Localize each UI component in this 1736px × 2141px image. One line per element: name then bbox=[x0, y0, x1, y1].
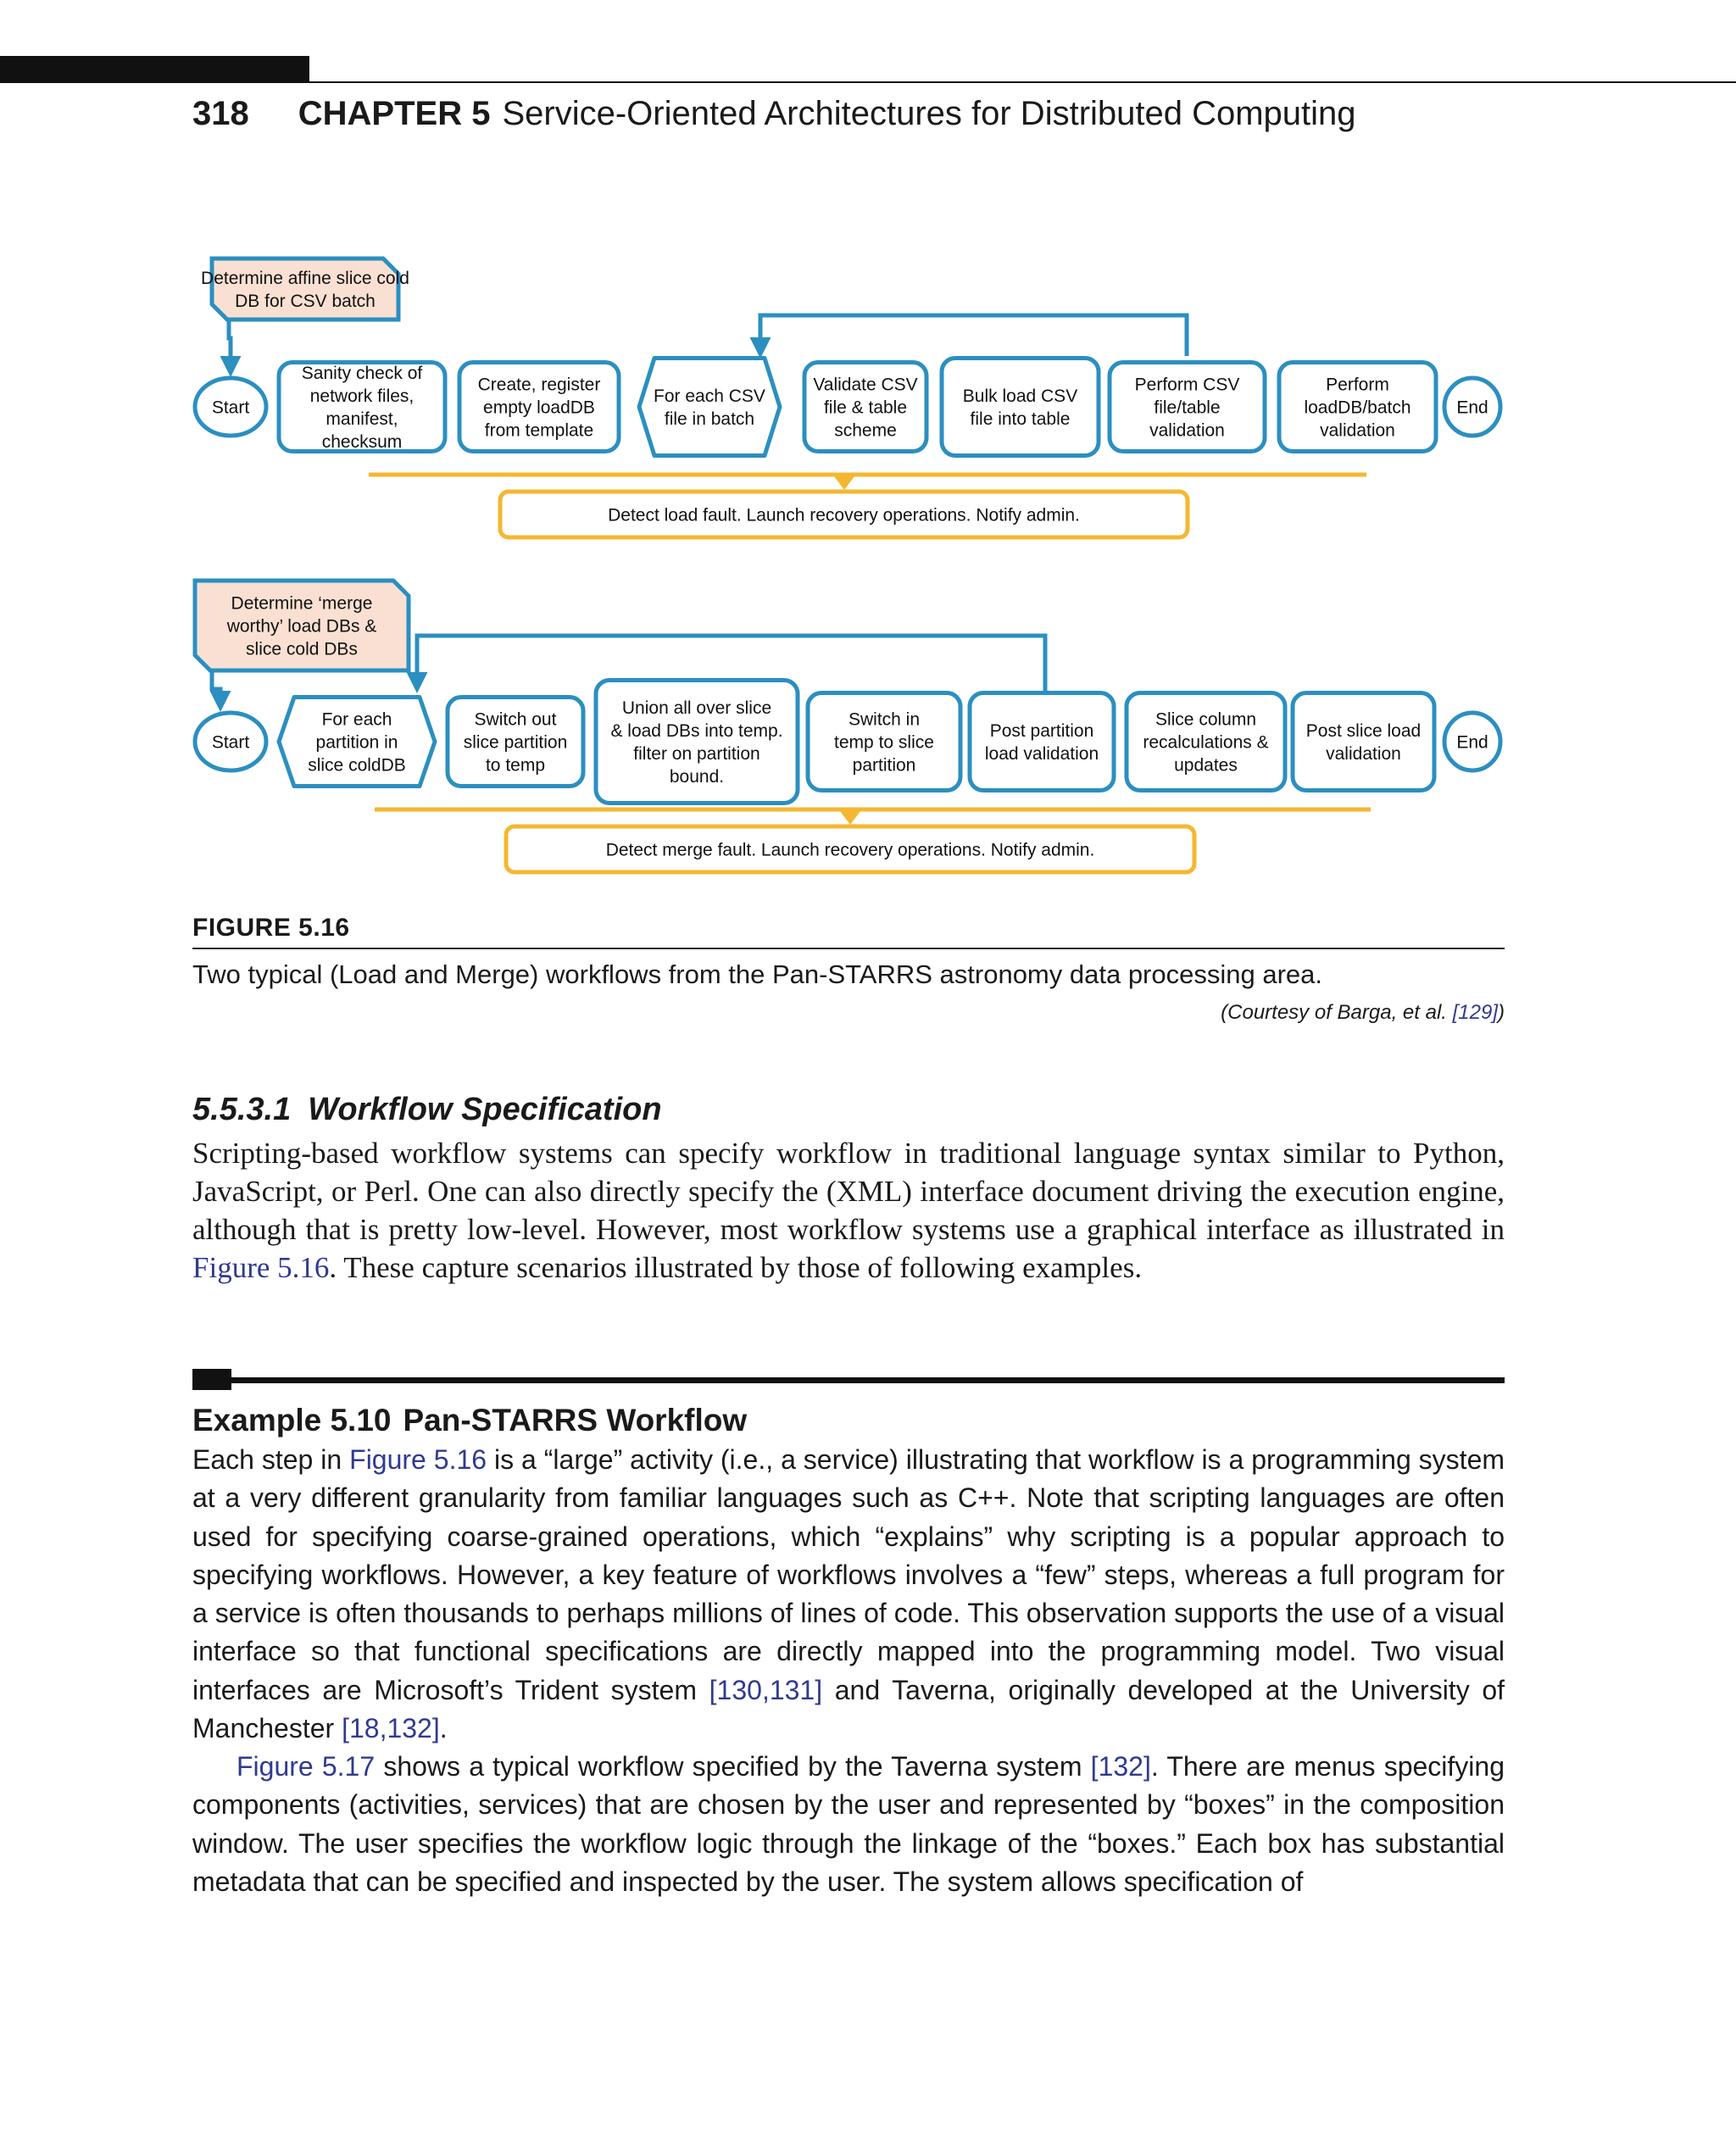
example-heading bbox=[192, 1403, 747, 1438]
node-label: load validation bbox=[984, 743, 1099, 764]
section-heading bbox=[192, 1092, 662, 1128]
figure-link[interactable]: Figure 5.16 bbox=[192, 1251, 330, 1284]
node-label: updates bbox=[1174, 755, 1238, 776]
node-label: Determine affine slice cold bbox=[201, 268, 409, 288]
fault-arrow bbox=[840, 811, 860, 825]
node-label: Start bbox=[211, 732, 250, 753]
node-label: empty loadDB bbox=[483, 398, 595, 418]
section-number: 5.5.3.1 bbox=[192, 1092, 292, 1127]
loop-step-node bbox=[639, 359, 780, 456]
header-rule bbox=[309, 81, 1736, 83]
node-label: Sanity check of bbox=[301, 363, 423, 383]
node-label: Bulk load CSV bbox=[962, 386, 1078, 406]
merge-workflow bbox=[195, 581, 1500, 872]
example-title: Pan-STARRS Workflow bbox=[403, 1403, 748, 1438]
node-label: Perform CSV bbox=[1134, 375, 1240, 395]
node-label: validation bbox=[1320, 420, 1395, 441]
citation-link[interactable]: [18,132] bbox=[342, 1713, 440, 1744]
example-rule bbox=[192, 1377, 1505, 1383]
node-label: slice cold DBs bbox=[246, 639, 358, 659]
node-label: Detect merge fault. Launch recovery operations. Notify admin. bbox=[605, 840, 1095, 860]
node-label: Perform bbox=[1326, 375, 1389, 395]
chapter-label: CHAPTER 5 bbox=[298, 95, 491, 132]
node-label: Post partition bbox=[989, 720, 1094, 741]
figure-caption: Two typical (Load and Merge) workflows from the Pan-STARRS astronomy data processing area. bbox=[192, 959, 1322, 989]
node-label: Determine ‘merge bbox=[231, 593, 373, 614]
node-label: file in batch bbox=[664, 409, 755, 429]
node-label: temp to slice bbox=[834, 732, 934, 753]
node-label: worthy’ load DBs & bbox=[226, 616, 377, 637]
node-label: Create, register bbox=[477, 375, 601, 395]
node-label: file & table bbox=[823, 398, 908, 418]
node-label: loadDB/batch bbox=[1304, 398, 1411, 418]
node-label: network files, bbox=[309, 386, 415, 406]
node-label: Detect load fault. Launch recovery operations. Notify admin. bbox=[608, 505, 1080, 526]
node-label: slice coldDB bbox=[308, 755, 406, 776]
running-head bbox=[192, 95, 1356, 133]
node-label: For each CSV bbox=[654, 386, 765, 406]
fault-arrow bbox=[834, 476, 854, 490]
node-label: Switch out bbox=[474, 709, 557, 730]
figure-rule bbox=[192, 948, 1505, 949]
trigger-arrow bbox=[212, 670, 220, 708]
node-label: & load DBs into temp. bbox=[610, 720, 783, 741]
node-label: recalculations & bbox=[1143, 732, 1269, 753]
loop-arrow bbox=[760, 315, 1187, 356]
figure-link[interactable]: Figure 5.16 bbox=[349, 1444, 487, 1475]
citation-link[interactable]: [130,131] bbox=[709, 1674, 823, 1705]
node-label: Union all over slice bbox=[621, 698, 772, 718]
header-bar bbox=[0, 56, 309, 83]
node-label: scheme bbox=[834, 420, 897, 441]
node-label: checksum bbox=[321, 431, 403, 452]
step-node bbox=[1293, 693, 1434, 791]
step-node bbox=[970, 693, 1114, 791]
node-label: For each bbox=[321, 709, 392, 730]
node-label: Switch in bbox=[848, 709, 921, 730]
paragraph-taverna: Figure 5.17 shows a typical workflow specified by the Taverna system [132]. There are menus specifying components (activities, services) that are chosen by the user and represented by “boxes” in the composition window. The user specifies the workflow logic through the linkage of the “boxes.” Each box has substantial metadata that can be specified and inspected by the user. The system allows specification of bbox=[192, 1751, 1505, 1897]
figure-link[interactable]: Figure 5.17 bbox=[236, 1751, 376, 1782]
figure-label: FIGURE 5.16 bbox=[192, 914, 350, 942]
node-label: End bbox=[1456, 398, 1488, 418]
node-label: validation bbox=[1326, 743, 1401, 764]
node-label: file into table bbox=[970, 409, 1071, 429]
node-label: validation bbox=[1149, 420, 1225, 441]
step-node bbox=[942, 359, 1099, 456]
node-label: from template bbox=[484, 420, 594, 441]
section-title: Workflow Specification bbox=[308, 1092, 662, 1127]
node-label: partition in bbox=[315, 732, 398, 753]
paragraph-example: Each step in Figure 5.16 is a “large” activity (i.e., a service) illustrating that workflow is a programming system at a very different granularity from familiar languages such as C++. Note that scripting languages are often used for specifying coarse-grained operations, which “explains” why scripting is a popular approach to specifying workflows. However, a key feature of workflows involves a “few” steps, whereas a full program for a service is often thousands to perhaps millions of lines of code. This observation supports the use of a visual interface so that functional specifications are directly mapped into the programming model. Two visual interfaces are Microsoft’s Trident system [130,131] and Taverna, originally developed at the University of Manchester [18,132]. bbox=[192, 1444, 1505, 1744]
node-label: slice partition bbox=[463, 732, 568, 753]
node-label: DB for CSV batch bbox=[235, 291, 376, 311]
chapter-title: Service-Oriented Architectures for Distributed Computing bbox=[502, 95, 1356, 132]
node-label: Post slice load bbox=[1305, 720, 1422, 741]
citation-link[interactable]: [132] bbox=[1090, 1751, 1151, 1782]
example-number: Example 5.10 bbox=[192, 1403, 392, 1438]
trigger-arrow bbox=[229, 320, 231, 373]
node-label: manifest, bbox=[326, 409, 398, 429]
workflow-figure bbox=[186, 246, 1517, 890]
credit-reference-link[interactable]: [129] bbox=[1452, 1001, 1498, 1024]
page-number: 318 bbox=[192, 95, 249, 132]
credit-text: Courtesy of Barga, et al. bbox=[1227, 1001, 1447, 1024]
node-label: bound. bbox=[669, 766, 725, 787]
node-label: Slice column bbox=[1155, 709, 1257, 730]
load-workflow bbox=[195, 259, 1500, 537]
node-label: Validate CSV bbox=[813, 375, 918, 395]
example-marker bbox=[192, 1369, 231, 1390]
node-label: End bbox=[1456, 732, 1488, 753]
paragraph-workflow-spec: Scripting-based workflow systems can specify workflow in traditional language syntax similar to Python, JavaScript, or Perl. One can also directly specify the (XML) interface document driving the execution engine, although that is pretty low-level. However, most workflow systems use a graphical interface as illustrated in Figure 5.16. These capture scenarios illustrated by those of following examples. bbox=[192, 1137, 1505, 1284]
figure-credit: (Courtesy of Barga, et al. [129]) bbox=[1221, 1001, 1505, 1024]
node-label: Start bbox=[211, 398, 250, 418]
node-label: file/table bbox=[1154, 398, 1221, 418]
node-label: to temp bbox=[485, 755, 546, 776]
node-label: partition bbox=[852, 755, 916, 776]
node-label: filter on partition bbox=[633, 743, 760, 764]
